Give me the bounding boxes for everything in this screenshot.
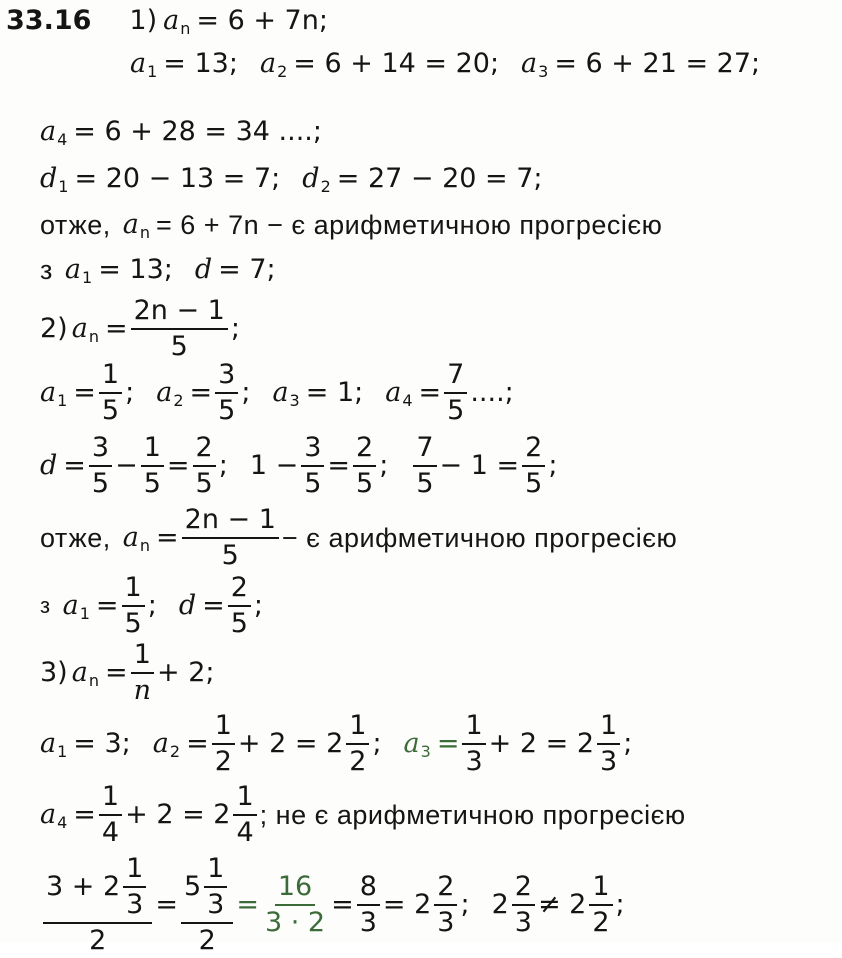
- fraction-denominator: 3: [207, 889, 225, 920]
- inequality-sign: ≠ 2: [537, 889, 587, 920]
- fraction-denominator: 3: [437, 907, 455, 938]
- part2-a2-fraction: [215, 358, 238, 428]
- part3-a4-mid: + 2 = 2: [125, 799, 231, 830]
- part1-a1: = 13;: [163, 48, 238, 79]
- part3-def-tail: + 2;: [156, 657, 215, 688]
- part1-definition: = 6 + 7n;: [196, 5, 328, 36]
- part3-def-fraction: [131, 638, 154, 708]
- fraction-numerator: 1: [346, 709, 369, 745]
- term-a: a: [403, 728, 420, 759]
- part1-differences-line: [40, 162, 543, 196]
- fraction-denominator: 4: [236, 817, 254, 848]
- fraction-numerator: 1: [212, 709, 235, 745]
- equals-sign: =: [104, 657, 128, 688]
- fraction-denominator: 5: [218, 395, 236, 426]
- subscript: 2: [173, 391, 184, 410]
- equals-sign: =: [418, 377, 442, 408]
- equals-sign: =: [202, 590, 225, 621]
- fraction-numerator: 1: [131, 638, 154, 674]
- subscript: 3: [420, 742, 431, 761]
- semicolon: ;: [218, 450, 228, 481]
- equals-sign: =: [331, 889, 354, 920]
- with-prefix: з: [40, 593, 51, 618]
- fraction-numerator: 1: [462, 709, 485, 745]
- part2-conclusion-fraction: [182, 503, 279, 573]
- subscript: n: [139, 223, 151, 242]
- fraction-denominator: 3: [465, 746, 483, 777]
- fraction-denominator: 5: [195, 468, 213, 499]
- part1-d2: = 27 − 20 = 7;: [336, 163, 543, 194]
- subscript: n: [180, 19, 191, 38]
- part3-check-fraction2: [181, 852, 233, 958]
- fraction-numerator: [43, 852, 152, 924]
- term-a: a: [152, 728, 169, 759]
- part2-with-line: [40, 571, 263, 641]
- part2-with-a1-fraction: [122, 571, 145, 641]
- part3-ineq-right: [589, 870, 612, 940]
- part3-a3-mid: + 2 = 2: [488, 728, 595, 759]
- fraction-denominator: 5: [416, 468, 434, 499]
- subscript: 1: [147, 62, 158, 81]
- fraction-numerator: 1: [123, 852, 146, 888]
- fraction-denominator: 4: [101, 817, 120, 848]
- semicolon: ;: [623, 728, 633, 759]
- part1-label: 1): [129, 5, 158, 36]
- equals-sign: =: [189, 377, 213, 408]
- fraction-numerator: 1: [99, 358, 122, 394]
- check-top: 3 + 2: [46, 871, 121, 902]
- term-a: a: [521, 48, 538, 79]
- part2-d3-mid: − 1 =: [439, 450, 520, 481]
- fraction-numerator: 7: [413, 431, 436, 467]
- part3-ineq-left: [512, 870, 535, 940]
- term-a: a: [130, 48, 147, 79]
- part3-check-fraction4: [357, 870, 380, 940]
- term-a: a: [40, 377, 57, 408]
- part2-definition-line: [40, 294, 240, 364]
- subscript: 2: [320, 177, 331, 196]
- term-d: d: [194, 254, 213, 285]
- fraction-numerator: 2: [228, 571, 251, 607]
- term-a: a: [64, 254, 81, 285]
- subscript: 2: [169, 742, 181, 761]
- part3-a4-mixed: [233, 780, 256, 850]
- part2-a1-fraction: [99, 358, 122, 428]
- part2-d2-term: [301, 431, 324, 501]
- term-a: a: [40, 799, 57, 830]
- fraction-denominator: 2: [592, 907, 610, 938]
- term-d: d: [40, 450, 58, 481]
- fraction-denominator: 3: [514, 907, 532, 938]
- part3-a2-mid: + 2 = 2: [237, 728, 344, 759]
- part2-d-result2: [353, 431, 376, 501]
- part2-d-result1: [193, 431, 216, 501]
- term-a: a: [71, 313, 88, 344]
- term-a: a: [259, 48, 277, 79]
- fraction-denominator: 2: [89, 925, 107, 956]
- equals-sign: =: [186, 728, 209, 759]
- fraction-denominator: 5: [447, 395, 465, 426]
- minus-sign: −: [115, 450, 138, 481]
- part2-conclusion-tail: − є арифметичною прогресією: [281, 523, 678, 553]
- fraction-numerator: 1: [141, 431, 164, 467]
- with-prefix: з: [40, 255, 53, 285]
- part3-check-fraction3: [262, 870, 328, 940]
- part3-label: 3): [40, 657, 68, 688]
- fraction-denominator: 2: [349, 746, 367, 777]
- fraction-numerator: 1: [122, 571, 145, 607]
- fraction-numerator: 2: [522, 431, 545, 467]
- part1-a3: = 6 + 21 = 27;: [554, 48, 761, 79]
- equals-sign: =: [327, 450, 351, 481]
- fraction-numerator: 2n − 1: [131, 294, 228, 330]
- check-result-whole: = 2: [382, 889, 432, 920]
- fraction-numerator: 3: [215, 358, 238, 394]
- term-a: a: [40, 728, 57, 759]
- fraction-denominator: 5: [230, 608, 248, 639]
- conclusion-prefix: отже,: [40, 210, 111, 240]
- fraction-denominator: 5: [124, 608, 142, 639]
- fraction-denominator: 3: [126, 889, 144, 920]
- subscript: 1: [82, 268, 93, 287]
- part1-a4: = 6 + 28 = 34 ....;: [73, 116, 322, 147]
- term-a: a: [163, 5, 180, 36]
- semicolon: ;: [372, 728, 382, 759]
- subscript: 3: [289, 391, 300, 410]
- fraction-numerator: 2: [193, 431, 216, 467]
- equals-sign: =: [104, 313, 128, 344]
- subscript: n: [139, 536, 151, 555]
- term-a: a: [122, 522, 139, 553]
- fraction-numerator: 7: [444, 358, 467, 394]
- part3-a1: = 3;: [73, 728, 131, 759]
- fraction-denominator: 5: [221, 540, 239, 571]
- part2-d-result3: [522, 431, 545, 501]
- part3-a4-fraction: [99, 780, 122, 850]
- part1-with-d: = 7;: [218, 254, 276, 285]
- equals-sign: =: [436, 728, 460, 759]
- subscript: 4: [57, 813, 68, 832]
- equals-sign: =: [166, 450, 190, 481]
- subscript: 2: [277, 62, 288, 81]
- part1-conclusion-line: [40, 208, 662, 242]
- part2-d-term1: [89, 431, 112, 501]
- part3-terms-line: [40, 709, 632, 779]
- subscript: 4: [402, 391, 413, 410]
- equals-sign: =: [95, 590, 119, 621]
- subscript: 1: [57, 742, 68, 761]
- part2-conclusion-line: [40, 503, 677, 573]
- part1-with-a1: = 13;: [98, 254, 173, 285]
- fraction-numerator: [181, 852, 233, 924]
- term-a: a: [156, 377, 173, 408]
- fraction-numerator: 16: [275, 870, 315, 906]
- fraction-numerator: 1: [597, 709, 620, 745]
- fraction-denominator: 3 · 2: [264, 907, 326, 938]
- fraction-numerator: 3: [89, 431, 112, 467]
- equals-sign: =: [155, 889, 178, 920]
- semicolon: ;: [460, 889, 470, 920]
- fraction-denominator: 5: [170, 331, 188, 362]
- part2-differences-line: [40, 431, 557, 501]
- fraction-denominator: 3: [600, 746, 618, 777]
- part3-a3-mixed: [597, 709, 620, 779]
- semicolon: ;: [230, 313, 240, 344]
- fraction-numerator: 2n − 1: [182, 503, 279, 539]
- fraction-numerator: 1: [589, 870, 612, 906]
- subscript: n: [88, 327, 99, 346]
- subscript: 4: [57, 130, 68, 149]
- semicolon: ;: [548, 450, 558, 481]
- semicolon: ;: [241, 377, 251, 408]
- part3-a3-fraction: [462, 709, 485, 779]
- semicolon: ;: [615, 889, 625, 920]
- part2-with-d-fraction: [228, 571, 251, 641]
- part3-a2-mixed: [346, 709, 369, 779]
- part3-check-result: [434, 870, 457, 940]
- problem-header-line: [6, 4, 328, 38]
- fraction-denominator: n: [133, 675, 151, 706]
- part1-with-line: [40, 253, 276, 287]
- check-f2-whole: 5: [183, 871, 202, 902]
- semicolon: ;: [147, 590, 157, 621]
- subscript: 1: [79, 604, 90, 623]
- part2-a4-fraction: [444, 358, 467, 428]
- part1-conclusion: = 6 + 7n − є арифметичною прогресією: [156, 210, 663, 240]
- fraction-denominator: 3: [359, 907, 377, 938]
- part3-a4-tail: ; не є арифметичною прогресією: [259, 800, 686, 830]
- subscript: 1: [58, 177, 69, 196]
- fraction-numerator: 3: [301, 431, 324, 467]
- fraction-denominator: 5: [525, 468, 543, 499]
- semicolon: ;: [125, 377, 135, 408]
- semicolon: ;: [253, 590, 264, 621]
- part2-d3-term: [413, 431, 436, 501]
- part2-label: 2): [40, 313, 68, 344]
- part2-d-term2: [141, 431, 164, 501]
- equals-sign: =: [73, 377, 96, 408]
- equals-sign: =: [156, 522, 179, 553]
- fraction-numerator: 1: [204, 852, 227, 888]
- subscript: n: [88, 671, 99, 690]
- problem-number: 33.16: [6, 5, 92, 36]
- term-a: a: [122, 209, 139, 240]
- fraction-denominator: 5: [356, 468, 374, 499]
- part3-a4-line: [40, 780, 686, 850]
- term-a: a: [62, 590, 79, 621]
- fraction-denominator: 5: [304, 468, 322, 499]
- fraction-denominator: 5: [143, 468, 161, 499]
- fraction-denominator: 5: [101, 395, 120, 426]
- fraction-denominator: 2: [198, 925, 216, 956]
- fraction-numerator: 1: [233, 780, 256, 816]
- term-d: d: [178, 590, 197, 621]
- part3-a2-fraction: [212, 709, 235, 779]
- term-a: a: [385, 377, 402, 408]
- fraction-numerator: 1: [99, 780, 122, 816]
- subscript: 1: [57, 391, 68, 410]
- equals-sign: =: [236, 889, 259, 920]
- equals-sign: =: [63, 450, 86, 481]
- fraction-numerator: 2: [512, 870, 535, 906]
- part2-d2-lead: 1 −: [249, 450, 299, 481]
- part1-a4-line: [40, 115, 322, 149]
- fraction-numerator: 2: [434, 870, 457, 906]
- part2-a3: = 1;: [305, 377, 364, 408]
- fraction-numerator: 2: [353, 431, 376, 467]
- part3-check-line: [40, 852, 625, 958]
- check-f2-mixed: [204, 852, 227, 922]
- part1-d1: = 20 − 13 = 7;: [74, 163, 281, 194]
- part3-check-fraction1: [43, 852, 152, 958]
- term-a: a: [272, 377, 289, 408]
- semicolon: ;: [379, 450, 389, 481]
- fraction-numerator: 8: [357, 870, 380, 906]
- fraction-denominator: 2: [214, 746, 232, 777]
- part3-a3-group: [404, 727, 460, 761]
- conclusion-prefix: отже,: [40, 523, 111, 553]
- term-d: d: [40, 163, 58, 194]
- check-top-mixed: [123, 852, 146, 922]
- part2-a4-tail: ....;: [470, 377, 514, 408]
- part1-a2: = 6 + 14 = 20;: [293, 48, 500, 79]
- equals-sign: =: [73, 799, 96, 830]
- part1-terms-line: [130, 47, 760, 81]
- inequality-whole: 2: [491, 889, 509, 920]
- part2-terms-line: [40, 358, 514, 428]
- term-a: a: [40, 116, 57, 147]
- part3-definition-line: [40, 638, 214, 708]
- part2-def-fraction: [131, 294, 228, 364]
- term-d: d: [302, 163, 320, 194]
- subscript: 3: [538, 62, 549, 81]
- fraction-denominator: 5: [91, 468, 110, 499]
- term-a: a: [71, 657, 88, 688]
